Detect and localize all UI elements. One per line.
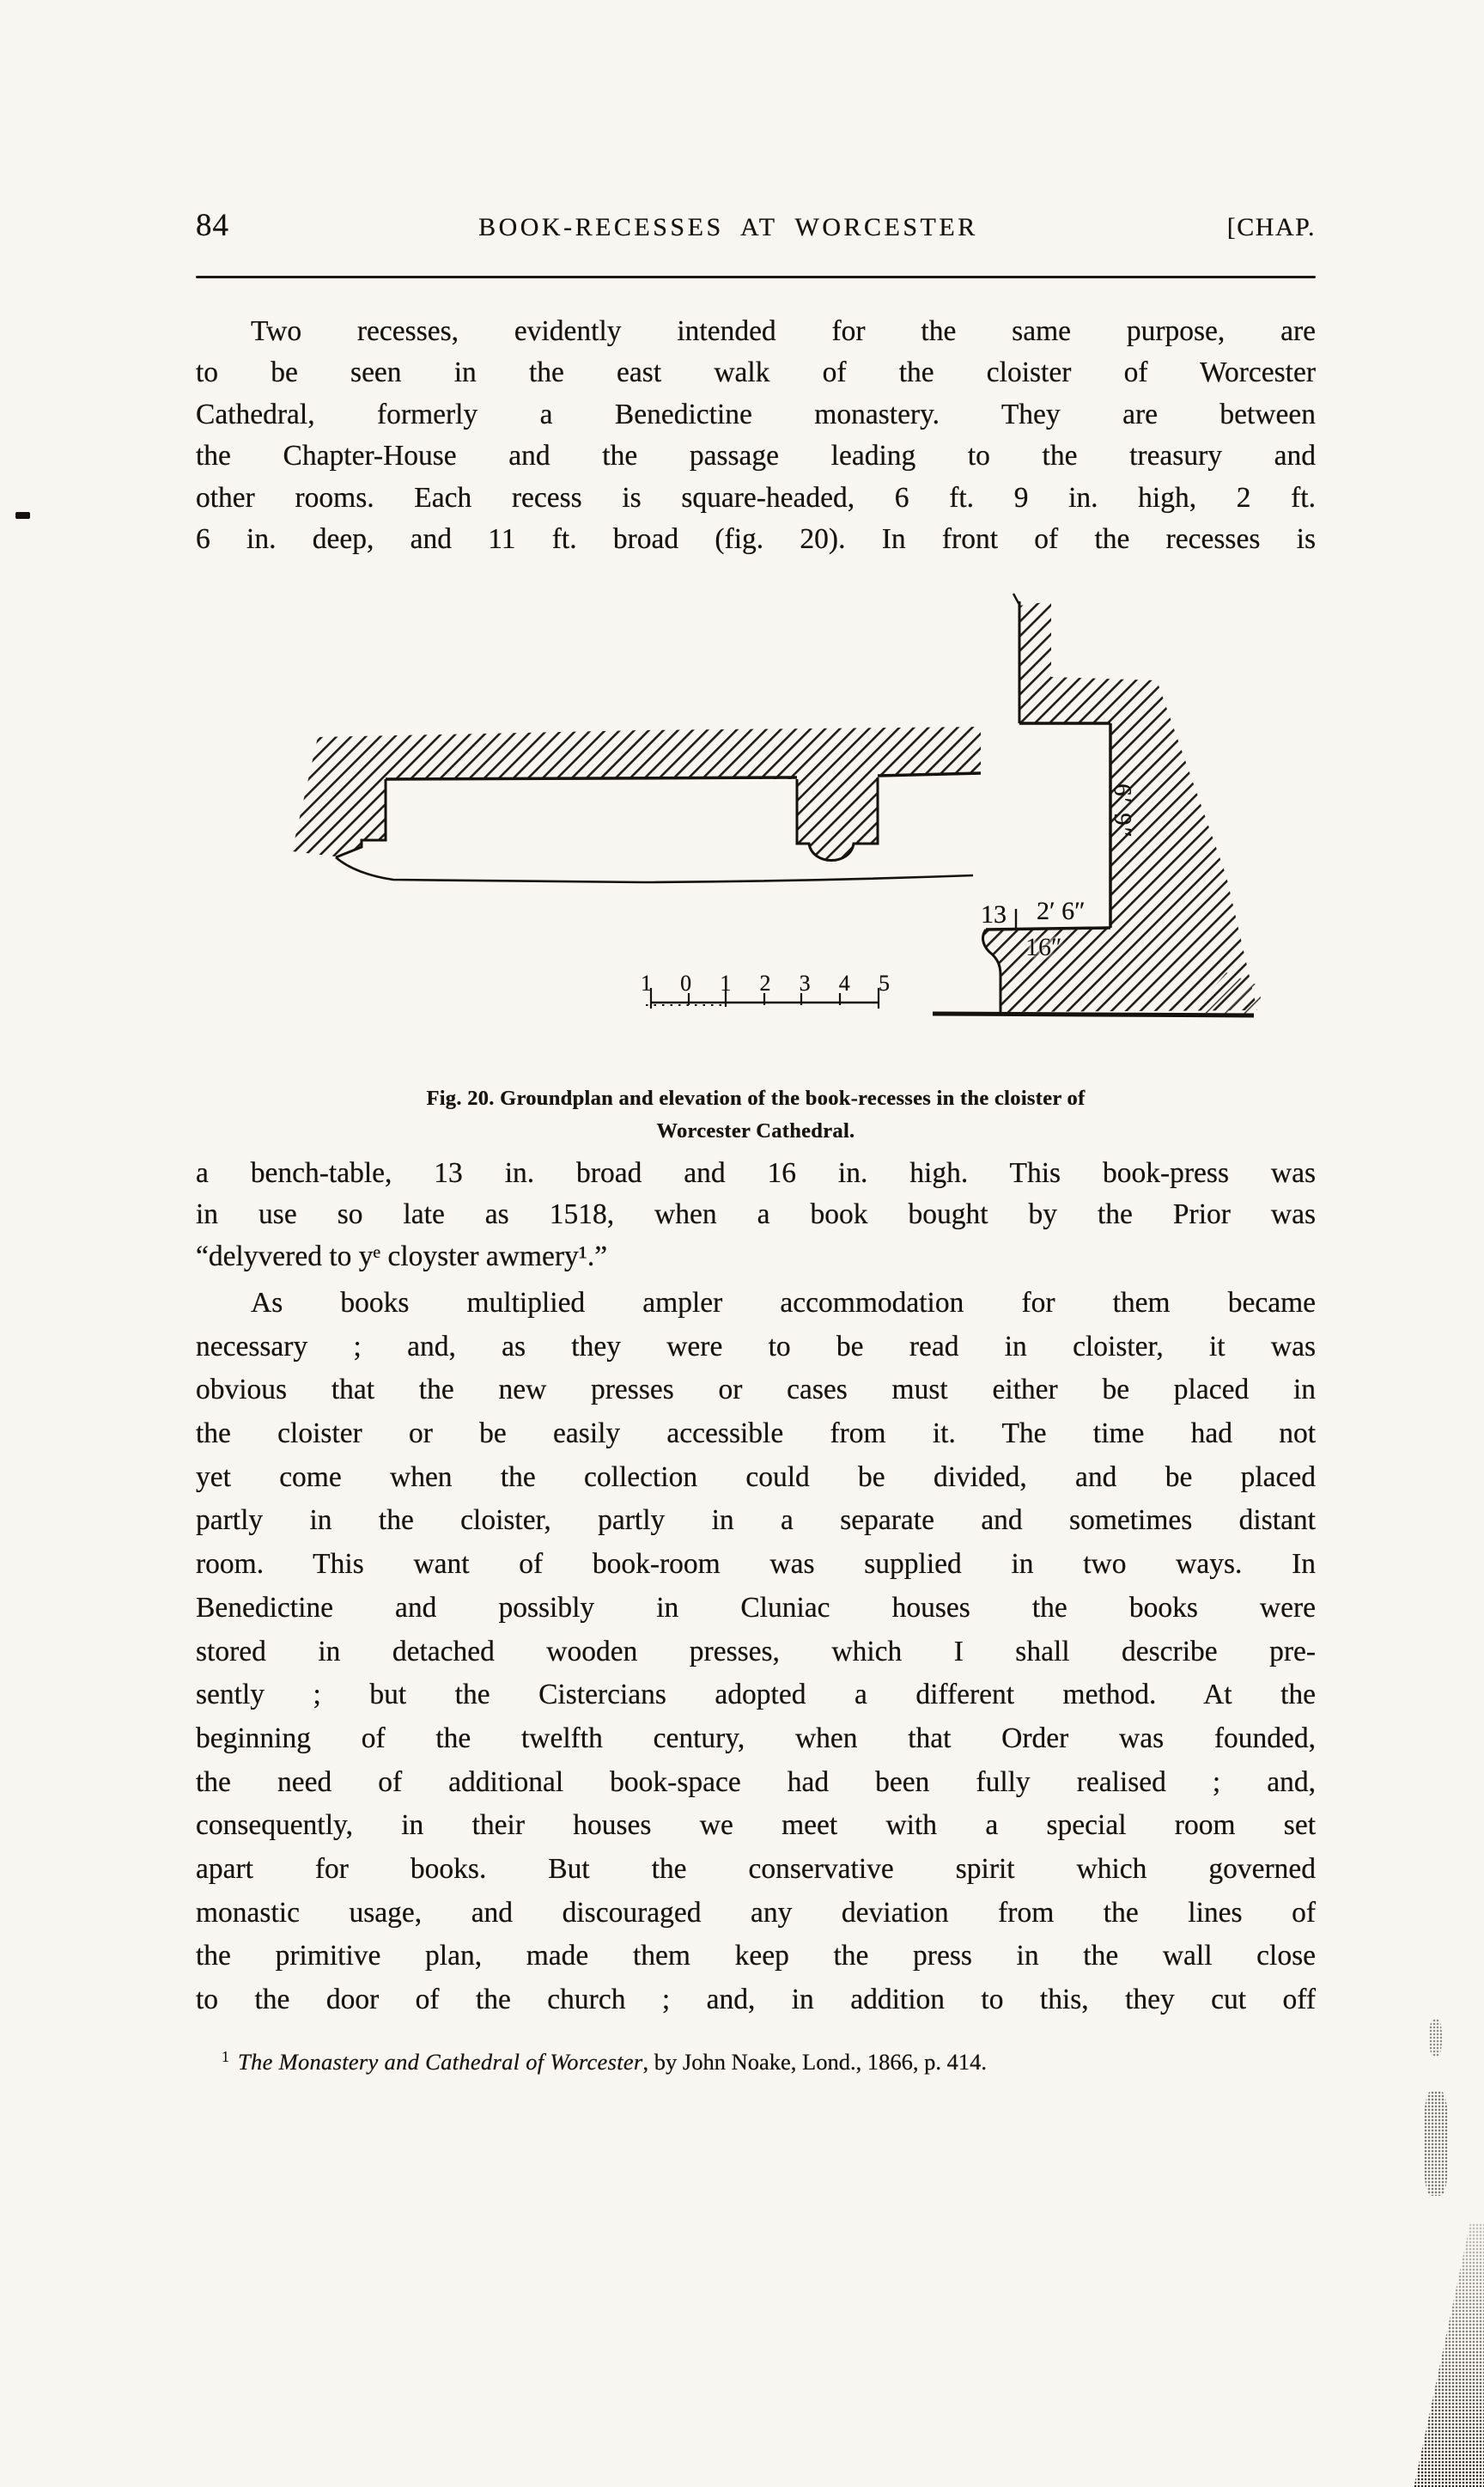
chapter-mark: [CHAP.: [1226, 213, 1316, 241]
footnote: [222, 2048, 1321, 2076]
page-header: [196, 207, 1316, 244]
text-line: Benedictine and possibly in Cluniac houses the books were: [196, 1591, 1316, 1624]
text-line: consequently, in their houses we meet with a special room set: [196, 1809, 1316, 1842]
text-line: in use so late as 1518, when a book bought by the Prior was: [196, 1198, 1316, 1231]
text-line: the cloister or be easily accessible from it. The time had not: [196, 1417, 1316, 1450]
text-line: to the door of the church ; and, in addition to this, they cut off: [196, 1984, 1316, 2015]
text-line: obvious that the new presses or cases must either be placed in: [196, 1374, 1316, 1406]
ground-line: [933, 1014, 1254, 1015]
caption-line: Worcester Cathedral.: [656, 1119, 855, 1143]
scan-smudge: [1429, 2019, 1442, 2057]
text-line: “delyvered to yᵉ cloyster awmery¹.”: [196, 1240, 608, 1272]
scale-number: 3: [799, 971, 811, 996]
text-line: partly in the cloister, partly in a separate and sometimes distant: [196, 1504, 1316, 1537]
header-rule: [196, 276, 1316, 278]
running-title: BOOK-RECESSES AT WORCESTER: [478, 213, 978, 241]
text-line: Two recesses, evidently intended for the same purpose, are: [251, 315, 1316, 347]
dimension-label-bench-breadth: 13: [981, 900, 1007, 929]
dimension-label-recess-height: 6′ 9″: [1108, 783, 1136, 839]
dimension-label-bench-height: 16″: [1025, 933, 1062, 961]
figure-caption: [196, 1082, 1316, 1148]
paragraph-1: [196, 311, 1316, 560]
scale-number: 5: [878, 971, 890, 996]
scale-number: 1: [641, 971, 652, 996]
text-line: monastic usage, and discouraged any deviation from the lines of: [196, 1896, 1316, 1929]
text-line: the need of additional book-space had been fully realised ; and,: [196, 1765, 1316, 1798]
text-line: stored in detached wooden presses, which I shall describe pre-: [196, 1635, 1316, 1667]
text-line: the primitive plan, made them keep the press in the wall close: [196, 1940, 1316, 1972]
figure-20-drawing: [196, 584, 1261, 1082]
text-line: yet come when the collection could be divided, and be placed: [196, 1460, 1316, 1493]
text-line: the Chapter-House and the passage leading to the treasury and: [196, 440, 1316, 472]
text-line: other rooms. Each recess is square-headed, 6 ft. 9 in. high, 2 ft.: [196, 481, 1316, 514]
footnote-rest: , by John Noake, Lond., 1866, p. 414.: [642, 2049, 987, 2075]
text-line: Cathedral, formerly a Benedictine monastery. They are between: [196, 398, 1316, 430]
text-line: a bench-table, 13 in. broad and 16 in. high. This book-press was: [196, 1157, 1316, 1189]
text-line: beginning of the twelfth century, when that Order was founded,: [196, 1722, 1316, 1754]
footnote-marker: 1: [222, 2048, 229, 2065]
scale-number: 0: [680, 971, 692, 996]
footnote-title: The Monastery and Cathedral of Worcester: [238, 2049, 643, 2075]
plan-recess-back-line: [386, 777, 797, 779]
page-number: 84: [196, 208, 229, 243]
figure-20: [196, 584, 1261, 1082]
paragraph-3: [196, 1282, 1316, 2022]
text-line: necessary ; and, as they were to be read in cloister, it was: [196, 1330, 1316, 1362]
text-line: As books multiplied ampler accommodation for them became: [251, 1287, 1316, 1319]
dimension-label-recess-depth: 2′ 6″: [1037, 897, 1086, 925]
text-line: room. This want of book-room was supplied in two ways. In: [196, 1548, 1316, 1581]
text-line: to be seen in the east walk of the cloister of Worcester: [196, 357, 1316, 389]
caption-line: Fig. 20. Groundplan and elevation of the book-recesses in the cloister of: [426, 1087, 1086, 1110]
scale-number: 1: [720, 971, 732, 996]
text-line: apart for books. But the conservative spirit which governed: [196, 1852, 1316, 1885]
text-line: sently ; but the Cistercians adopted a different method. At the: [196, 1679, 1316, 1711]
paragraph-2: [196, 1153, 1316, 1277]
text-line: 6 in. deep, and 11 ft. broad (fig. 20). In front of the recesses is: [196, 522, 1316, 555]
scale-bar-numbers: [641, 971, 890, 997]
scan-edge-shadow: [1396, 2223, 1484, 2487]
scale-number: 2: [759, 971, 771, 996]
scale-number: 4: [838, 971, 850, 996]
scan-ink-mark: [15, 512, 30, 519]
scan-smudge: [1424, 2091, 1448, 2196]
plan-bench-front-line: [336, 857, 973, 882]
